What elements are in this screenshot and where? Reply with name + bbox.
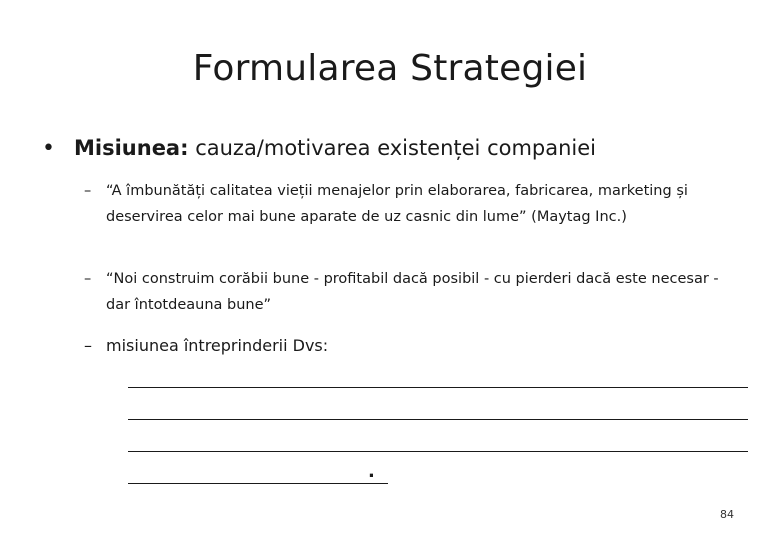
dash-icon: – — [84, 183, 92, 199]
bullet-dot-icon: • — [42, 136, 55, 161]
slide-title: Formularea Strategiei — [192, 48, 588, 89]
blank-period: . — [368, 461, 375, 482]
subitem-ships — [84, 266, 724, 318]
blank-line-1 — [128, 387, 748, 388]
fill-in-line — [84, 394, 724, 426]
subitem-text: “A îmbunătăți calitatea vieții menajelor prin elaborarea, fabricarea, marketing și deservirea celor mai bune aparate de uz casnic din lume” (Maytag Inc.) — [106, 183, 688, 225]
dash-icon: – — [84, 336, 92, 355]
blank-line-3 — [128, 451, 748, 452]
blank-line-4 — [128, 483, 388, 484]
subitem-text: “Noi construim corăbii bune - profitabil dacă posibil - cu pierderi dacă este necesar - dar întotdeauna bune” — [106, 271, 719, 313]
bullet-text: cauza/motivarea existenței companiei — [188, 136, 597, 160]
bullet-mission — [42, 136, 596, 161]
subitem-maytag — [84, 178, 724, 230]
subitem-text: misiunea întreprinderii Dvs: — [106, 336, 329, 355]
bullet-label: Misiunea: — [74, 136, 189, 160]
fill-in-line — [84, 426, 724, 458]
blank-line-2 — [128, 419, 748, 420]
subitem-your-mission — [84, 330, 724, 490]
fill-in-line — [84, 458, 724, 490]
page-number: 84 — [720, 508, 734, 521]
fill-in-line — [84, 362, 724, 394]
dash-icon: – — [84, 271, 92, 287]
